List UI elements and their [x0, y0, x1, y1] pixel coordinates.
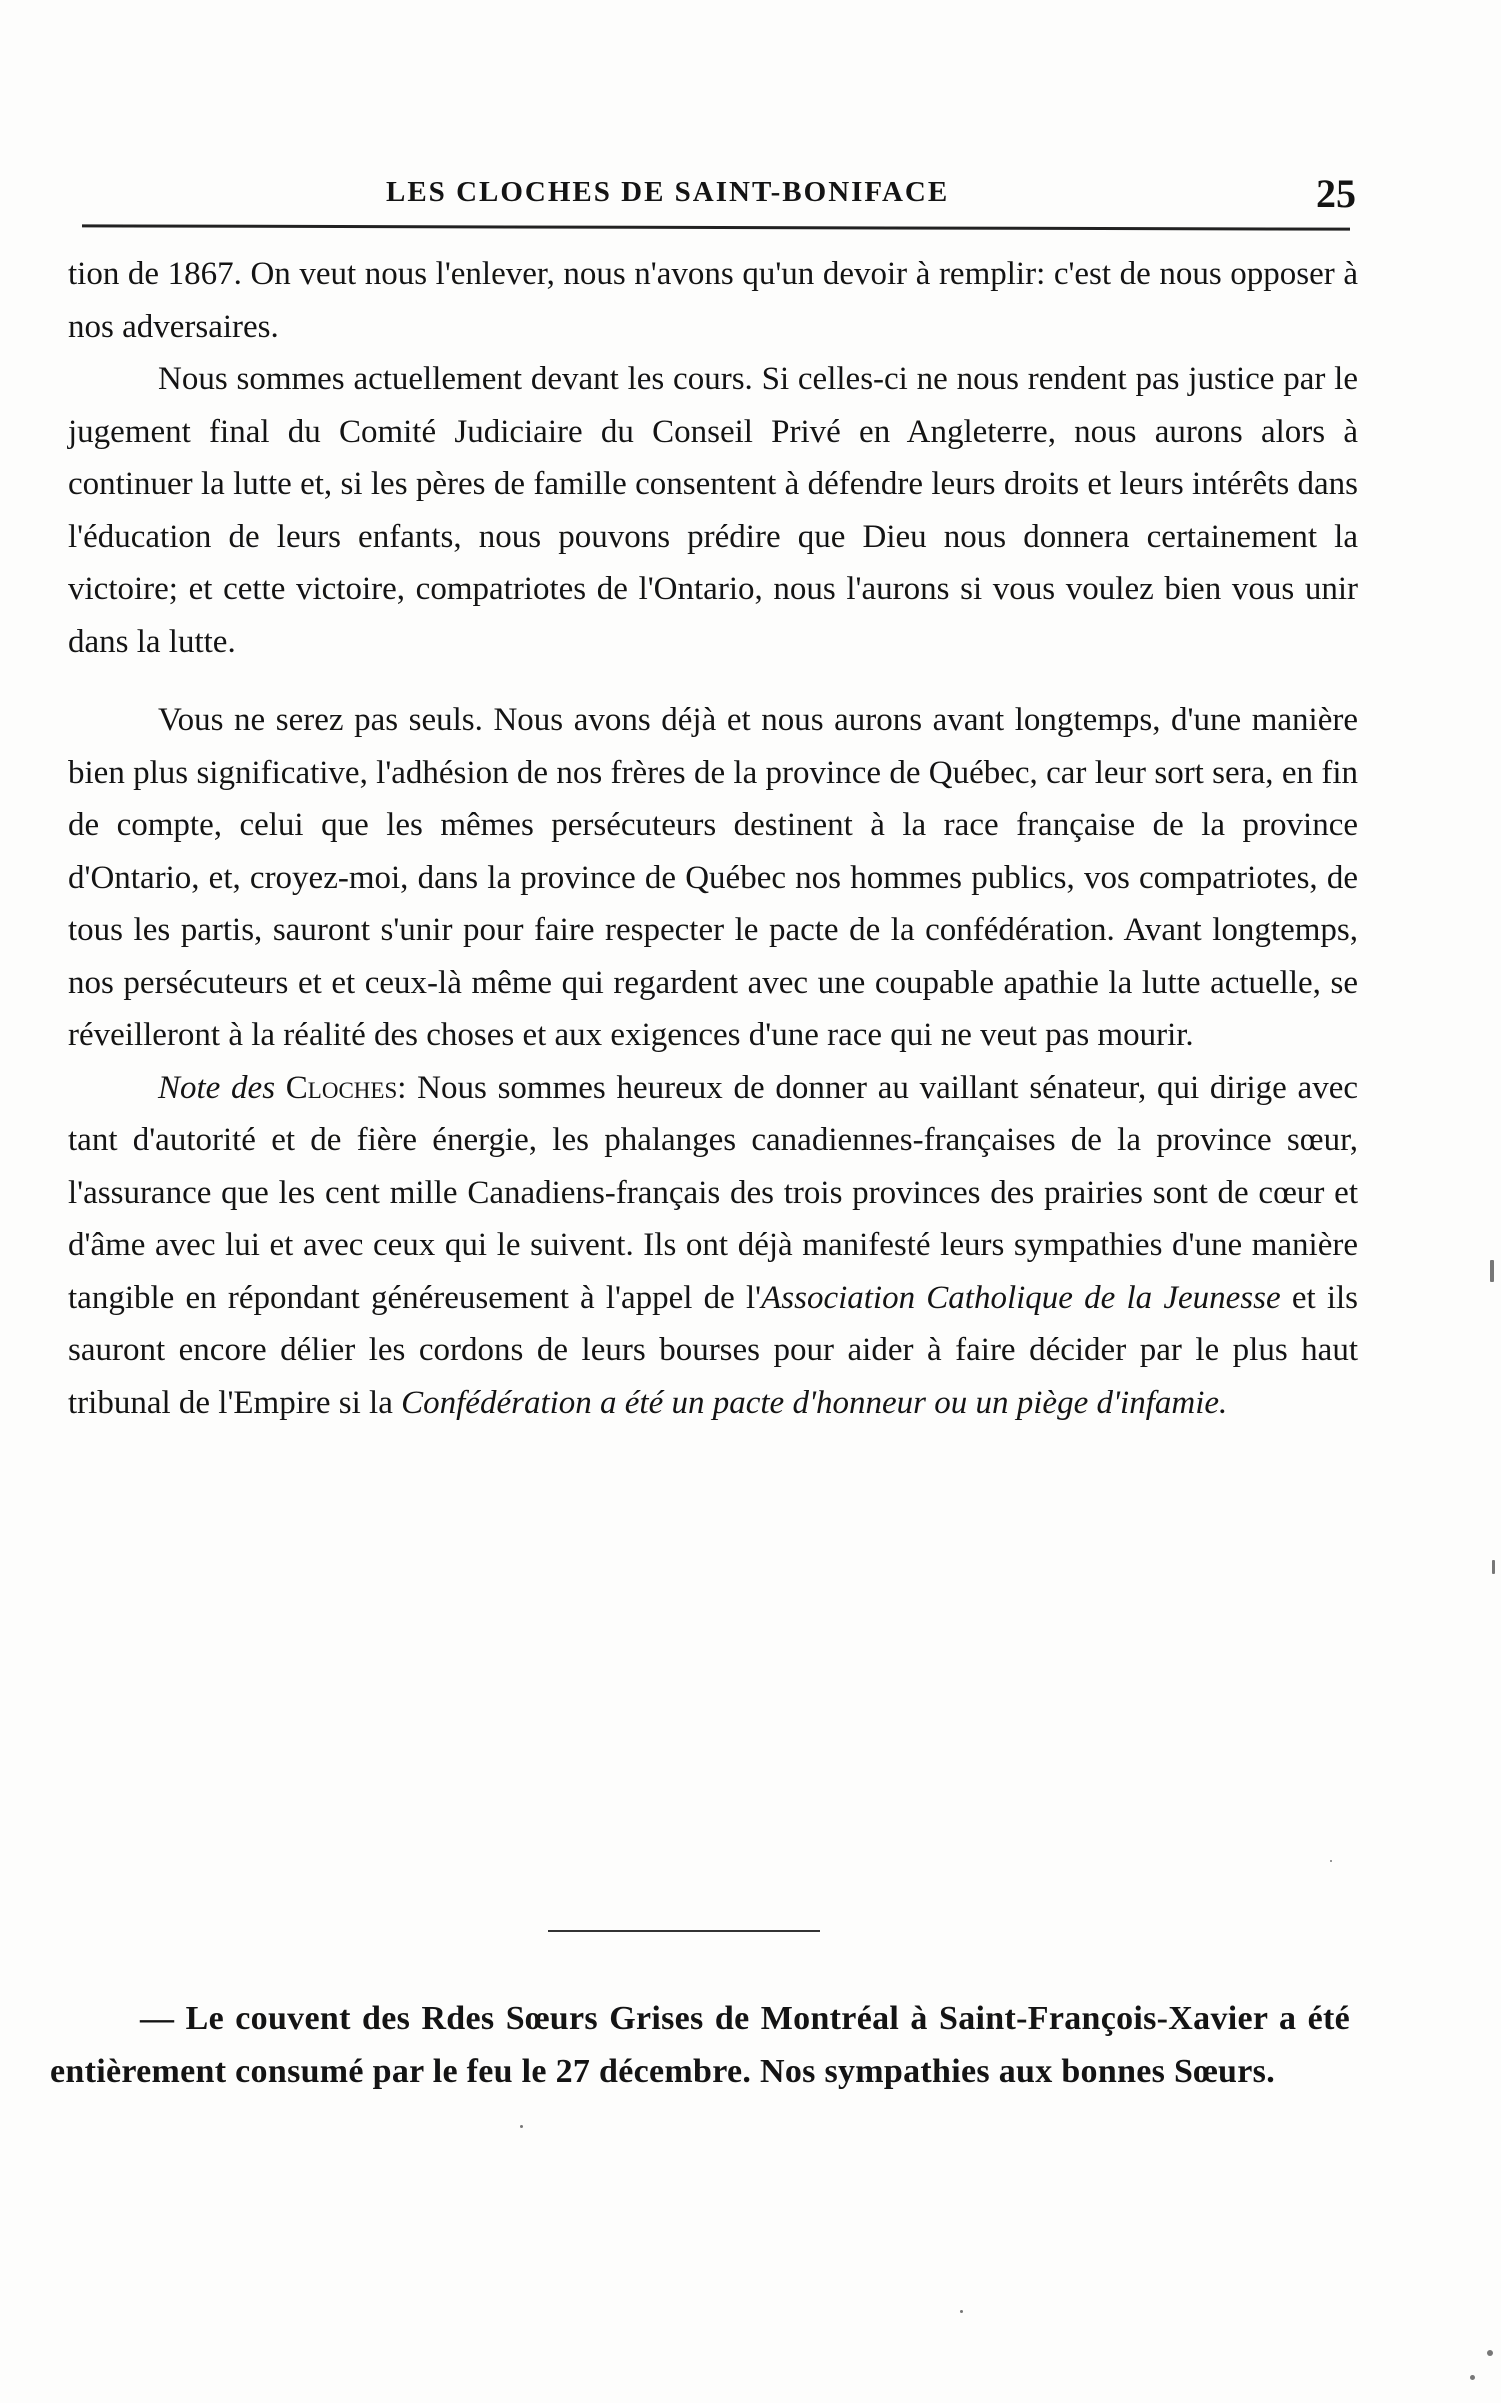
running-head [86, 170, 1356, 220]
section-divider [548, 1930, 820, 1932]
page-number: 25 [1316, 171, 1356, 216]
paragraph-continuation: tion de 1867. On veut nous l'enlever, nous n'avons qu'un devoir à remplir: c'est de nous opposer à nos adversaires. [68, 256, 1358, 345]
news-item-convent-fire: — Le couvent des Rdes Sœurs Grises de Montréal à Saint-François-Xavier a été entièrement consumé par le feu le 27 décembre. Nos sympathies aux bonnes Sœurs. [50, 2000, 1350, 2090]
note-label [158, 1070, 406, 1106]
running-title: LES CLOCHES DE SAINT-BONIFACE [386, 176, 950, 208]
note-text-part-2: et ils sauront encore délier les cordons de leurs bourses pour aider à faire décider par le plus haut tribunal de l'Empire si la [68, 1279, 1358, 1421]
note-association-title: Association Catholique de la Jeunesse [761, 1279, 1281, 1316]
note-label-italic: Note des [158, 1069, 276, 1106]
editor-note [68, 1062, 1358, 1430]
header-rule [82, 224, 1350, 230]
paragraph-gap [68, 668, 1358, 694]
note-confederation-phrase: Confédération a été un pacte d'honneur ou un piège d'infamie. [401, 1384, 1228, 1421]
article-body [68, 248, 1358, 1429]
note-label-cloches: Cloches: [285, 1069, 407, 1106]
paragraph-not-alone: Vous ne serez pas seuls. Nous avons déjà et nous aurons avant longtemps, d'une manière bien plus significative, l'adhésion de nos frères de la province de Québec, car leur sort sera, en fin de compte, celui que les mêmes persécuteurs destinent à la race française de la province d'Ontario, et, croyez-moi, dans la province de Québec nos hommes publics, vos compatriotes, de tous les partis, sauront s'unir pour faire respecter le pacte de la confédération. Avant longtemps, nos persécuteurs et et ceux-là même qui regardent avec une coupable apathie la lutte actuelle, se réveilleront à la réalité des choses et aux exigences d'une race qui ne veut pas mourir. [68, 702, 1358, 1053]
paragraph-courts: Nous sommes actuellement devant les cours. Si celles-ci ne nous rendent pas justice par le jugement final du Comité Judiciaire du Conseil Privé en Angleterre, nous aurons alors à continuer la lutte et, si les pères de famille consentent à défendre leurs droits et leurs intérêts dans l'éducation de leurs enfants, nous pouvons prédire que Dieu nous donnera certainement la victoire; et cette victoire, compatriotes de l'Ontario, nous l'aurons si vous voulez bien vous unir dans la lutte. [68, 361, 1358, 660]
news-section [50, 1992, 1350, 2098]
note-text-part-1: Nous sommes heureux de donner au vaillant sénateur, qui dirige avec tant d'autorité et de fière énergie, les phalanges canadiennes-françaises de la province sœur, l'assurance que les cent mille Canadiens-français des trois provinces des prairies sont de cœur et d'âme avec lui et avec ceux qui le suivent. Ils ont déjà manifesté leurs sympathies d'une manière tangible en répondant généreusement à l'appel de l' [68, 1069, 1358, 1316]
